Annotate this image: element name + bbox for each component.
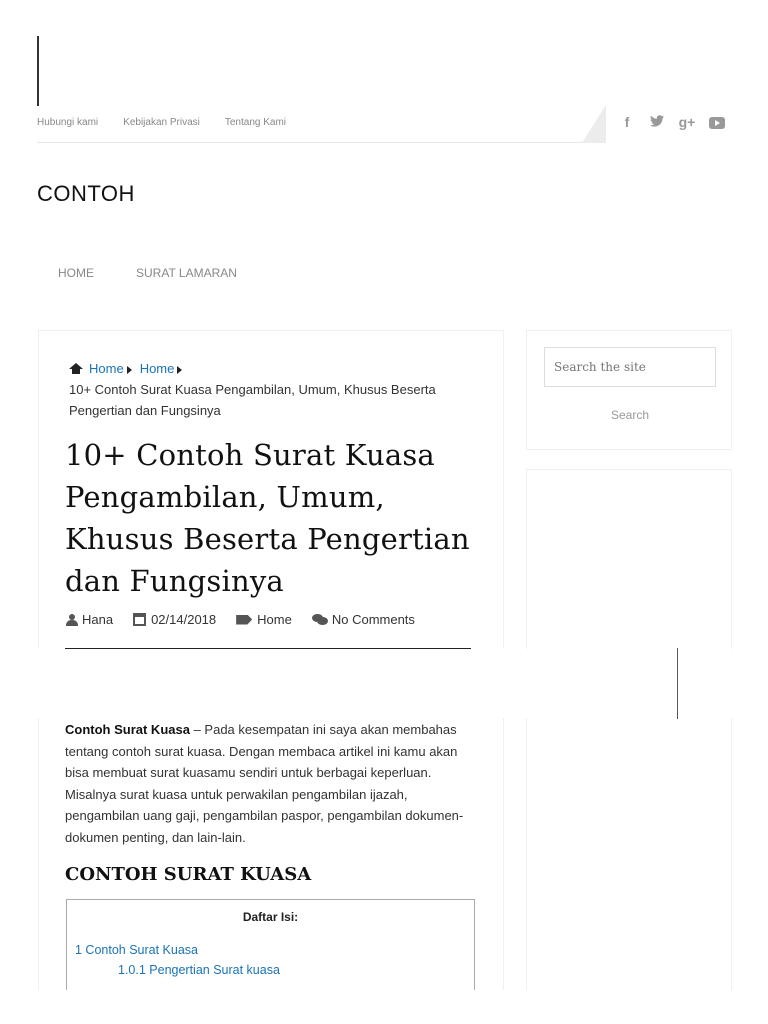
section-heading: CONTOH SURAT KUASA [65,864,312,885]
comments-icon [312,614,328,625]
calendar-icon [133,613,146,626]
twitter-icon[interactable] [642,114,672,130]
sidebar-widget [526,718,732,990]
toplink-hubungi-kami[interactable]: Hubungi kami [37,117,99,128]
intro-text: – Pada kesempatan ini saya akan membahas tentang contoh surat kuasa. Dengan membaca artikel ini kamu akan bisa membuat surat kuasamu sendiri untuk berbagai keperluan. Misalnya surat kuasa untuk perwakilan pengambilan ijazah, pengambilan uang gaji, pengambilan paspor, pengambilan dokumen-dokumen penting, dan lain-lain. [65,722,464,845]
site-title[interactable]: CONTOH [37,181,135,206]
google-plus-icon[interactable]: g+ [678,114,696,130]
social-divider [582,105,606,143]
toplink-kebijakan-privasi[interactable]: Kebijakan Privasi [123,117,200,128]
caret-right-icon [127,366,132,374]
nav-home[interactable]: HOME [58,266,94,280]
logo-placeholder-line [37,36,39,106]
toc-title: Daftar Isi: [242,910,299,924]
sidebar-widget [526,469,732,649]
top-links [37,117,311,128]
breadcrumb-current: 10+ Contoh Surat Kuasa Pengambilan, Umum, Khusus Beserta Pengertian dan Fungsinya [69,382,436,418]
search-input[interactable] [544,347,716,387]
youtube-icon[interactable] [702,114,732,130]
toplink-tentang-kami[interactable]: Tentang Kami [224,117,287,128]
breadcrumb [69,358,469,421]
post-date: 02/14/2018 [151,612,217,627]
breadcrumb-category[interactable]: Home [139,361,175,376]
ad-placeholder-line [677,648,678,719]
home-icon [69,363,83,374]
toc-item[interactable]: 1 Contoh Surat Kuasa [75,943,198,957]
tag-icon [236,615,252,625]
main-nav [58,266,279,280]
user-icon [66,614,78,626]
post-meta [66,612,435,627]
search-button[interactable]: Search [544,405,716,425]
toc-item[interactable]: 1.0.1 Pengertian Surat kuasa [118,963,280,977]
caret-right-icon [177,366,182,374]
post-author[interactable]: Hana [82,612,114,627]
nav-surat-lamaran[interactable]: SURAT LAMARAN [136,266,237,280]
intro-keyword: Contoh Surat Kuasa [65,722,190,737]
breadcrumb-home[interactable]: Home [89,361,124,376]
table-of-contents [66,899,475,990]
social-links [582,105,732,143]
post-comments[interactable]: No Comments [331,612,415,627]
post-category[interactable]: Home [257,612,292,627]
post-intro [65,719,477,848]
top-bar [37,105,732,143]
post-title: 10+ Contoh Surat Kuasa Pengambilan, Umum, Khusus Beserta Pengertian dan Fungsinya [65,438,470,598]
facebook-icon[interactable]: f [624,114,630,130]
meta-divider [65,648,471,649]
